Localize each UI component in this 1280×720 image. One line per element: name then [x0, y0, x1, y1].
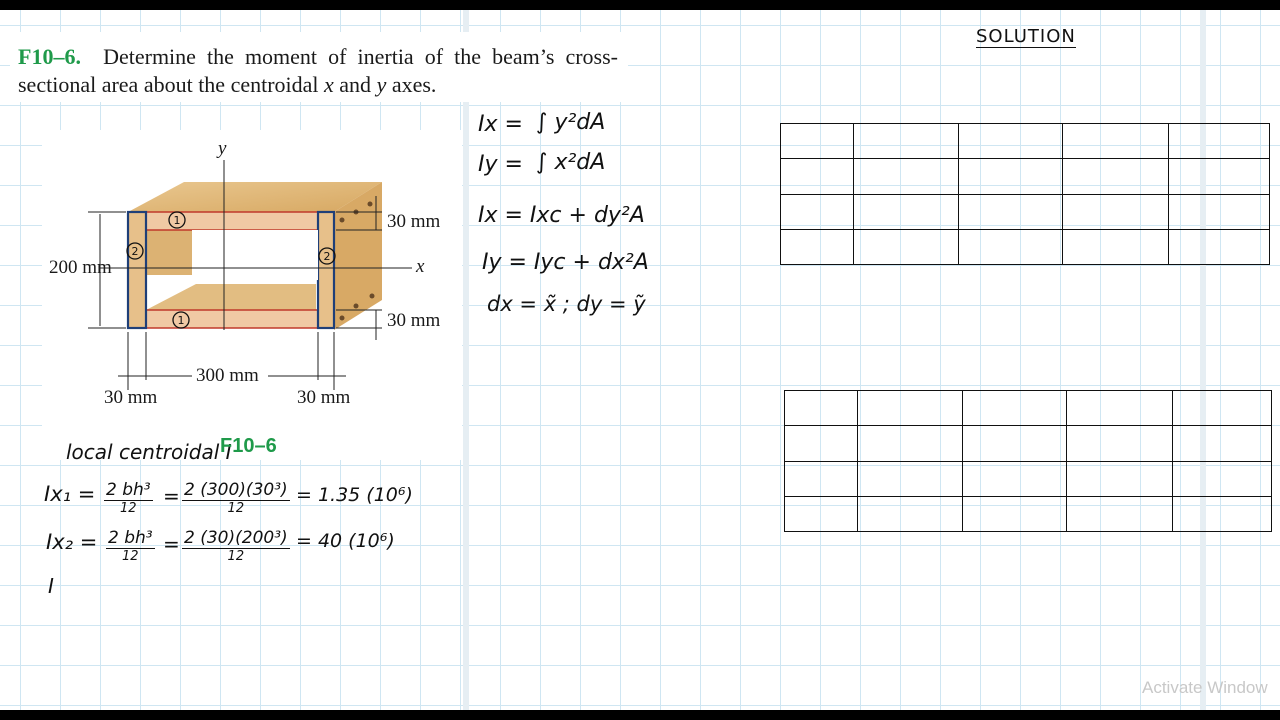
note-eq4: Iy = Iyc + dx²A: [482, 250, 649, 275]
note-ix1-frac1: [104, 480, 153, 516]
activation-watermark: Activate Window: [1142, 678, 1268, 697]
figure-axis-y: y: [218, 138, 227, 159]
problem-text: Determine the moment of inertia of the beam’s cross-sectional area about the centroidal: [18, 44, 619, 97]
problem-number: F10–6.: [18, 44, 81, 69]
part-2-right-label: 2: [323, 250, 331, 263]
note-ix2-result: = 40 (10⁶): [296, 530, 395, 552]
flange-bottom: [146, 310, 318, 328]
frac-num: 2 (30)(200³): [184, 528, 288, 548]
page-divider: [1200, 10, 1206, 710]
note-eq1-lhs: Ix =: [478, 112, 523, 137]
beam-figure: [0, 0, 470, 470]
note-eq5: dx = x̃ ; dy = ỹ: [487, 292, 646, 316]
note-ix2-frac1: [106, 528, 155, 564]
note-ix1-frac2: [182, 480, 290, 516]
frac-num: 2 bh³: [108, 528, 153, 548]
note-ix1-result: = 1.35 (10⁶): [296, 484, 413, 506]
part-1-bottom-label: 1: [177, 314, 185, 327]
figure-axis-x: x: [416, 256, 425, 277]
problem-end: axes.: [386, 72, 437, 97]
dim-right-web: 30 mm: [297, 387, 351, 408]
dim-left-web: 30 mm: [104, 387, 158, 408]
frac-den: 12: [122, 549, 139, 564]
web-left: [128, 212, 146, 328]
note-eq2-lhs: Iy =: [478, 152, 523, 177]
equals-sign: =: [163, 532, 180, 556]
frac-num: 2 bh³: [106, 480, 151, 500]
note-partial: I: [48, 574, 54, 598]
note-ix1-lhs: Ix₁ =: [44, 482, 96, 506]
axis-y-ref: y: [376, 72, 387, 97]
frac-den: 12: [227, 549, 245, 564]
hollow-center: [192, 230, 318, 280]
solution-table-2: [784, 390, 1272, 532]
part-2-left-label: 2: [131, 245, 139, 258]
note-eq2-rhs: ∫ x²dA: [536, 150, 606, 175]
frac-den: 12: [120, 501, 137, 516]
note-ix2-frac2: [182, 528, 290, 564]
dim-width: 300 mm: [196, 365, 259, 386]
problem-and: and: [333, 72, 377, 97]
frac-num: 2 (300)(30³): [184, 480, 288, 500]
figure-caption: F10–6: [220, 435, 277, 457]
dim-height: 200 mm: [49, 257, 112, 278]
dim-bottom-thickness: 30 mm: [387, 310, 441, 331]
web-right: [318, 212, 334, 328]
note-eq3: Ix = Ixc + dy²A: [478, 203, 645, 228]
note-ix2-lhs: Ix₂ =: [46, 530, 98, 554]
inner-bottom: [146, 284, 316, 310]
dim-top-thickness: 30 mm: [387, 211, 441, 232]
solution-table-1: [780, 123, 1270, 265]
solution-title: SOLUTION: [976, 26, 1076, 47]
part-1-top-label: 1: [173, 214, 181, 227]
equals-sign: =: [163, 484, 180, 508]
note-local-heading: local centroidal I: [66, 440, 232, 464]
frac-den: 12: [227, 501, 245, 516]
axis-x-ref: x: [324, 72, 334, 97]
note-eq1-rhs: ∫ y²dA: [536, 110, 606, 135]
